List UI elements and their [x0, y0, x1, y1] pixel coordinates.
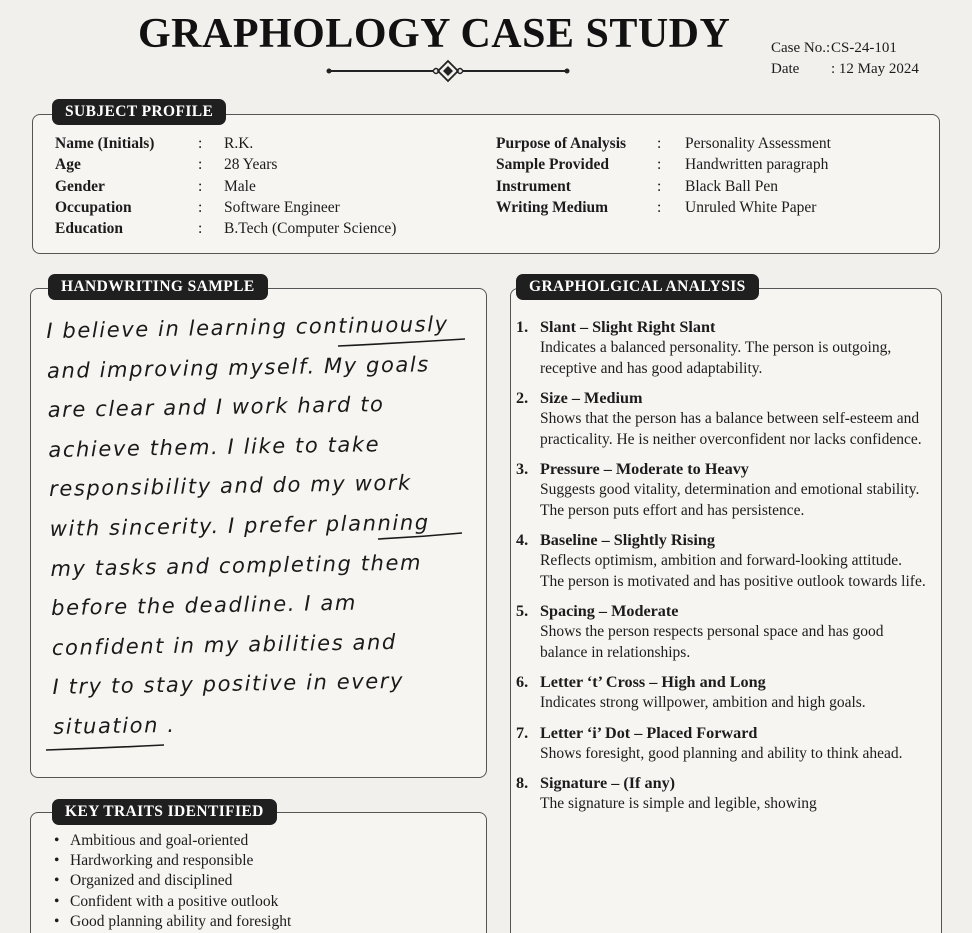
profile-label: Purpose of Analysis	[496, 135, 627, 152]
analysis-item-desc: Indicates a balanced personality. The person is outgoing, receptive and has good adaptability.	[540, 339, 892, 377]
profile-separator: :	[657, 177, 662, 195]
analysis-list	[516, 316, 926, 822]
handwriting-line: are clear and I work hard to	[47, 392, 385, 423]
profile-value: Software Engineer	[224, 198, 340, 216]
analysis-item-desc: The signature is simple and legible, showing	[540, 795, 817, 813]
analysis-item-title: Spacing – Moderate	[540, 602, 679, 621]
analysis-item	[516, 316, 926, 380]
analysis-item	[516, 387, 926, 451]
handwriting-line: my tasks and completing them	[50, 550, 423, 581]
analysis-item-desc: Shows that the person has a balance between self-esteem and practicality. He is neither overconfident nor lacks confidence.	[540, 410, 922, 448]
profile-separator: :	[198, 220, 203, 238]
trait-item: • Hardworking and responsible	[52, 851, 509, 871]
handwriting-line: I try to stay positive in every	[52, 669, 405, 700]
analysis-item	[516, 722, 926, 765]
handwriting-line: with sincerity. I prefer planning	[49, 510, 430, 541]
profile-label: Age	[55, 156, 81, 174]
profile-row	[55, 197, 396, 218]
case-no-value: CS-24-101	[831, 40, 897, 56]
profile-label: Name (Initials)	[55, 135, 155, 152]
handwriting-line: confident in my abilities and	[51, 629, 398, 660]
profile-value: Personality Assessment	[685, 135, 831, 152]
case-no-label: Case No.:	[771, 40, 831, 56]
profile-row	[496, 176, 831, 197]
trait-item: • Organized and disciplined	[52, 871, 509, 891]
handwriting-line: responsibility and do my work	[48, 471, 412, 502]
profile-value: Black Ball Pen	[685, 177, 778, 195]
profile-value: B.Tech (Computer Science)	[224, 220, 397, 238]
analysis-item-desc: Suggests good vitality, determination and emotional stability. The person puts effort and has persistence.	[540, 481, 920, 519]
profile-separator: :	[198, 135, 203, 152]
analysis-item-desc: Shows the person respects personal space and has good balance in relationships.	[540, 623, 884, 662]
analysis-item-number: 4.	[516, 531, 529, 550]
handwriting-line: before the deadline. I am	[50, 590, 358, 621]
trait-item: • Ambitious and goal-oriented	[52, 831, 509, 851]
trait-item: • Good planning ability and foresight	[52, 912, 509, 932]
profile-row	[55, 176, 396, 197]
analysis-item-number: 7.	[516, 723, 529, 742]
profile-label: Occupation	[55, 198, 132, 216]
handwriting-line: I believe in learning continuously	[46, 311, 449, 343]
profile-row	[55, 154, 396, 175]
profile-label: Sample Provided	[496, 156, 609, 174]
profile-value: Male	[224, 177, 256, 195]
handwriting-line: situation .	[53, 712, 176, 739]
profile-label: Gender	[55, 177, 105, 195]
analysis-item-desc: Shows foresight, good planning and ability to think ahead.	[540, 744, 903, 762]
title-ornament-divider	[325, 58, 571, 84]
profile-value: Unruled White Paper	[685, 198, 817, 216]
analysis-item-number: 1.	[516, 318, 529, 336]
profile-row	[496, 133, 831, 154]
profile-separator: :	[198, 198, 203, 216]
profile-right-table	[496, 133, 831, 218]
trait-item: • Confident with a positive outlook	[52, 892, 509, 912]
analysis-item	[516, 529, 926, 593]
analysis-item-title: Pressure – Moderate to Heavy	[540, 460, 749, 479]
analysis-item-desc: Indicates strong willpower, ambition and high goals.	[540, 694, 866, 712]
profile-value: Handwritten paragraph	[685, 156, 829, 174]
profile-label: Education	[55, 220, 124, 238]
handwriting-sample-heading: HANDWRITING SAMPLE	[48, 274, 268, 300]
key-traits-list	[52, 831, 509, 933]
analysis-item-number: 3.	[516, 460, 529, 479]
analysis-item-title: Baseline – Slightly Rising	[540, 531, 715, 550]
date-value: : 12 May 2024	[831, 61, 919, 77]
analysis-item-number: 2.	[516, 389, 529, 408]
analysis-item-number: 6.	[516, 673, 529, 692]
analysis-item-title: Size – Medium	[540, 389, 643, 408]
profile-separator: :	[657, 156, 662, 174]
handwriting-line: achieve them. I like to take	[48, 431, 381, 462]
case-meta	[771, 38, 919, 80]
analysis-item	[516, 772, 926, 815]
analysis-item-number: 8.	[516, 774, 529, 793]
profile-row	[55, 218, 396, 239]
profile-row	[496, 154, 831, 175]
page-title: GRAPHOLOGY CASE STUDY	[138, 11, 731, 57]
profile-label: Instrument	[496, 177, 571, 195]
analysis-item-number: 5.	[516, 602, 529, 621]
analysis-item-title: Slant – Slight Right Slant	[540, 318, 716, 336]
analysis-item-title: Letter ‘t’ Cross – High and Long	[540, 673, 766, 692]
analysis-item-title: Signature – (If any)	[540, 774, 676, 793]
profile-separator: :	[198, 177, 203, 195]
profile-value: R.K.	[224, 135, 254, 152]
analysis-item	[516, 458, 926, 522]
date-label: Date	[771, 61, 800, 77]
handwriting-text	[46, 304, 484, 747]
profile-row	[55, 133, 396, 154]
key-traits-heading: KEY TRAITS IDENTIFIED	[52, 799, 277, 825]
subject-profile-heading: SUBJECT PROFILE	[52, 99, 226, 125]
analysis-item-title: Letter ‘i’ Dot – Placed Forward	[540, 723, 758, 742]
profile-label: Writing Medium	[496, 198, 609, 216]
analysis-item	[516, 671, 926, 714]
analysis-item	[516, 600, 926, 664]
graphological-analysis-heading: GRAPHOLGICAL ANALYSIS	[516, 274, 759, 300]
profile-row	[496, 197, 831, 218]
handwriting-line: and improving myself. My goals	[46, 351, 431, 383]
profile-separator: :	[657, 198, 662, 216]
analysis-item-desc: Reflects optimism, ambition and forward-looking attitude. The person is motivated and has positive outlook towards life.	[540, 552, 926, 591]
profile-separator: :	[657, 135, 662, 152]
profile-value: 28 Years	[224, 156, 278, 174]
profile-separator: :	[198, 156, 203, 174]
profile-left-table	[55, 133, 396, 239]
